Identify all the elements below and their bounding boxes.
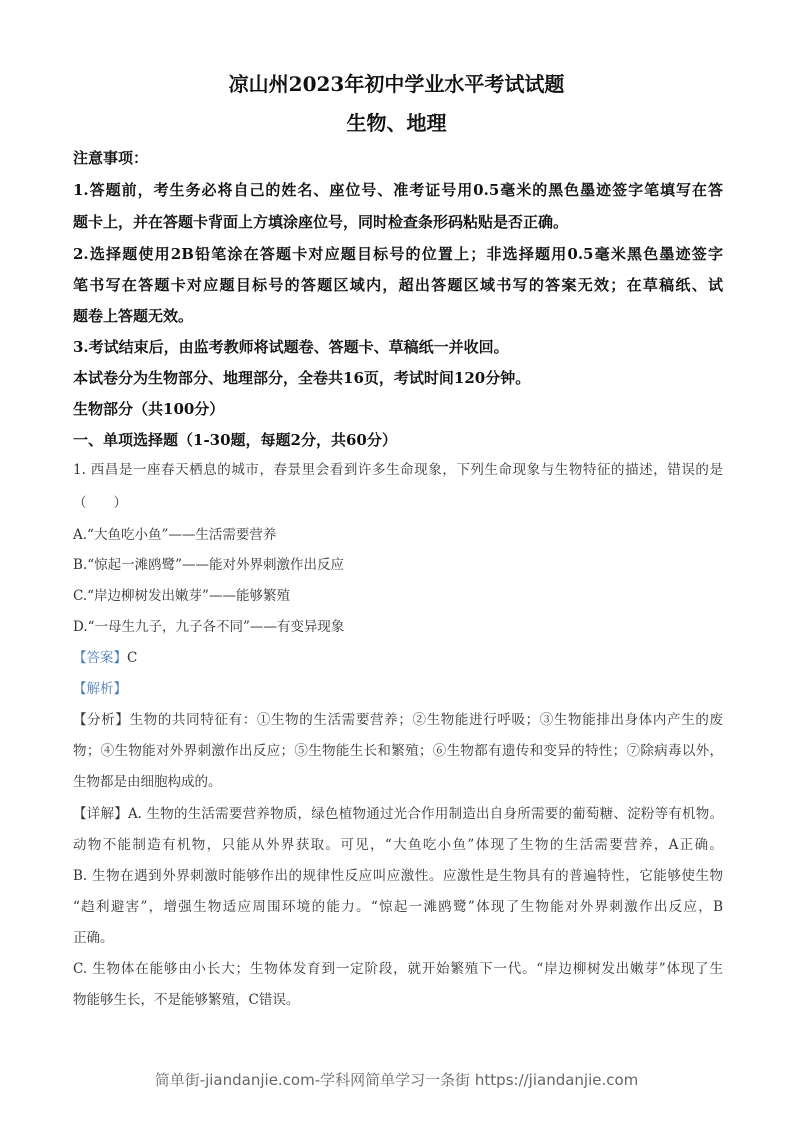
detail-line: C. 生物体在能够由小长大；生物体发育到一定阶段，就开始繁殖下一代。“岸边柳树发出嫩芽”体现了生 — [73, 961, 723, 977]
detail-line: “趋利避害”，增强生物适应周围环境的能力。“惊起一滩鸥鹭”体现了生物能对外界刺激作出反应，B — [73, 899, 723, 915]
footer-watermark: 简单街-jiandanjie.com-学科网简单学习一条街 https://jiandanjie.com — [154, 1071, 639, 1089]
detail-line: 物能够生长，不是能够繁殖，C错误。 — [73, 992, 300, 1008]
notice-heading: 注意事项： — [73, 149, 149, 167]
notice-line: 3.考试结束后，由监考教师将试题卷、答题卡、草稿纸一并收回。 — [73, 338, 509, 356]
part-heading: 一、单项选择题（1-30题，每题2分，共60分） — [73, 431, 397, 449]
analysis-line — [73, 710, 723, 730]
option-d: D.“一母生九子，九子各不同”——有变异现象 — [73, 619, 345, 635]
answer-value: C — [127, 650, 138, 666]
notice-line: 题卷上答题无效。 — [73, 307, 194, 325]
detail-line — [73, 804, 723, 824]
page-subtitle: 生物、地理 — [346, 111, 447, 135]
option-b: B.“惊起一滩鸥鹭”——能对外界刺激作出反应 — [73, 557, 345, 573]
section-heading: 生物部分（共100分） — [73, 400, 225, 418]
detail-line: 动物不能制造有机物，只能从外界获取。可见，“大鱼吃小鱼”体现了生物的生活需要营养，A正确。 — [73, 837, 723, 853]
notice-line: 题卡上，并在答题卡背面上方填涂座位号，同时检查条形码粘贴是否正确。 — [73, 213, 569, 231]
notice-line: 1.答题前，考生务必将自己的姓名、座位号、准考证号用0.5毫米的黑色墨迹签字笔填写在答 — [73, 181, 723, 199]
question-stem: （ ） — [73, 495, 127, 511]
page-title: 凉山州2023年初中学业水平考试试题 — [228, 72, 565, 96]
exam-intro: 本试卷分为生物部分、地理部分，全卷共16页，考试时间120分钟。 — [73, 369, 531, 387]
analysis-text: 生物的共同特征有：①生物的生活需要营养；②生物能进行呼吸；③生物能排出身体内产生的废 — [129, 712, 723, 728]
answer-label: 【答案】 — [73, 650, 127, 666]
question-stem: 1. 西昌是一座春天栖息的城市，春景里会看到许多生命现象，下列生命现象与生物特征的描述，错误的是 — [73, 462, 723, 478]
notice-line: 笔书写在答题卡对应题目标号的答题区域内，超出答题区域书写的答案无效；在草稿纸、试 — [73, 276, 723, 294]
analysis-label: 【解析】 — [73, 681, 127, 697]
option-c: C.“岸边柳树发出嫩芽”——能够繁殖 — [73, 588, 290, 604]
detail-line: B. 生物在遇到外界刺激时能够作出的规律性反应叫应激性。应激性是生物具有的普遍特性，它能够使生物 — [73, 868, 723, 884]
notice-line: 2.选择题使用2B铅笔涂在答题卡对应题目标号的位置上；非选择题用0.5毫米黑色墨迹签字 — [73, 245, 723, 263]
analysis-line: 生物都是由细胞构成的。 — [73, 774, 222, 790]
option-a: A.“大鱼吃小鱼”——生活需要营养 — [73, 527, 277, 543]
detail-text: A. 生物的生活需要营养物质，绿色植物通过光合作用制造出自身所需要的葡萄糖、淀粉等有机物。 — [127, 806, 723, 822]
detail-line: 正确。 — [73, 930, 114, 946]
detail-head: 【详解】 — [73, 806, 128, 822]
answer-line — [73, 648, 723, 668]
analysis-line: 物；④生物能对外界刺激作出反应；⑤生物能生长和繁殖；⑥生物都有遗传和变异的特性；⑦除病毒以外， — [73, 743, 723, 759]
analysis-head: 【分析】 — [73, 712, 130, 728]
